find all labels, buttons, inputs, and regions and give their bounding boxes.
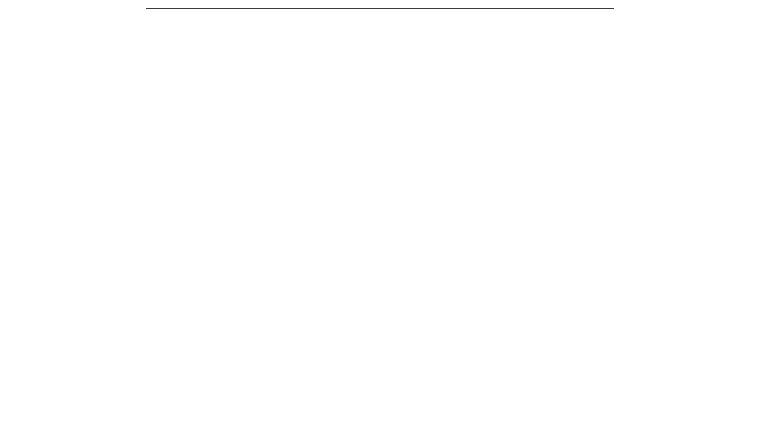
header-classification (337, 9, 471, 11)
header-din (471, 9, 614, 11)
tech-data-table (146, 8, 614, 11)
column-header-row (146, 9, 614, 11)
tech-data-sheet (146, 6, 614, 11)
header-empty (146, 9, 337, 11)
